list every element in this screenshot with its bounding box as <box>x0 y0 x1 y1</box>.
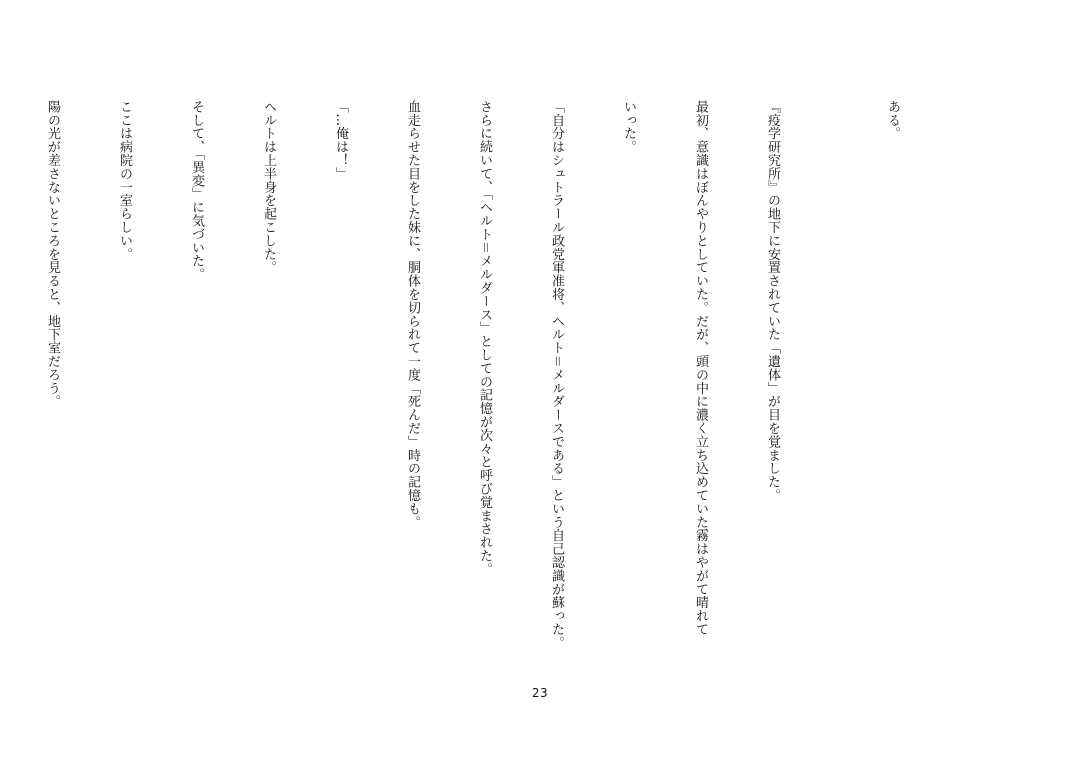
text-line: ヘルトは上半身を起こした。 <box>261 100 276 275</box>
text-line: さらに続いて、「ヘルト＝メルダース」としての記憶が次々と呼び覚まされた。 <box>477 100 492 576</box>
text-line: ある。 <box>885 100 900 141</box>
text-line: 最初、意識はぼんやりとしていた。だが、頭の中に濃く立ち込めていた霧はやがて晴れて <box>693 100 708 636</box>
page-number: 23 <box>531 686 549 700</box>
text-line: いった。 <box>621 100 636 154</box>
vertical-text-body <box>0 100 952 660</box>
text-line: ここは病院の一室らしい。 <box>117 100 132 261</box>
text-line: 陽の光が差さないところを見ると、地下室だろう。 <box>45 100 60 409</box>
text-line: 血走らせた目をした妹に、胴体を切られて一度「死んだ」時の記憶も。 <box>405 100 420 529</box>
text-line: 『疫学研究所』の地下に安置されていた「遺体」が目を覚ました。 <box>765 100 780 502</box>
text-line: そして、「異変」に気づいた。 <box>189 100 204 282</box>
text-line: 「自分はシュトラール政党軍准将、ヘルト＝メルダースである」という自己認識が蘇った。 <box>549 100 564 650</box>
text-line: 「…俺は！」 <box>333 100 348 181</box>
